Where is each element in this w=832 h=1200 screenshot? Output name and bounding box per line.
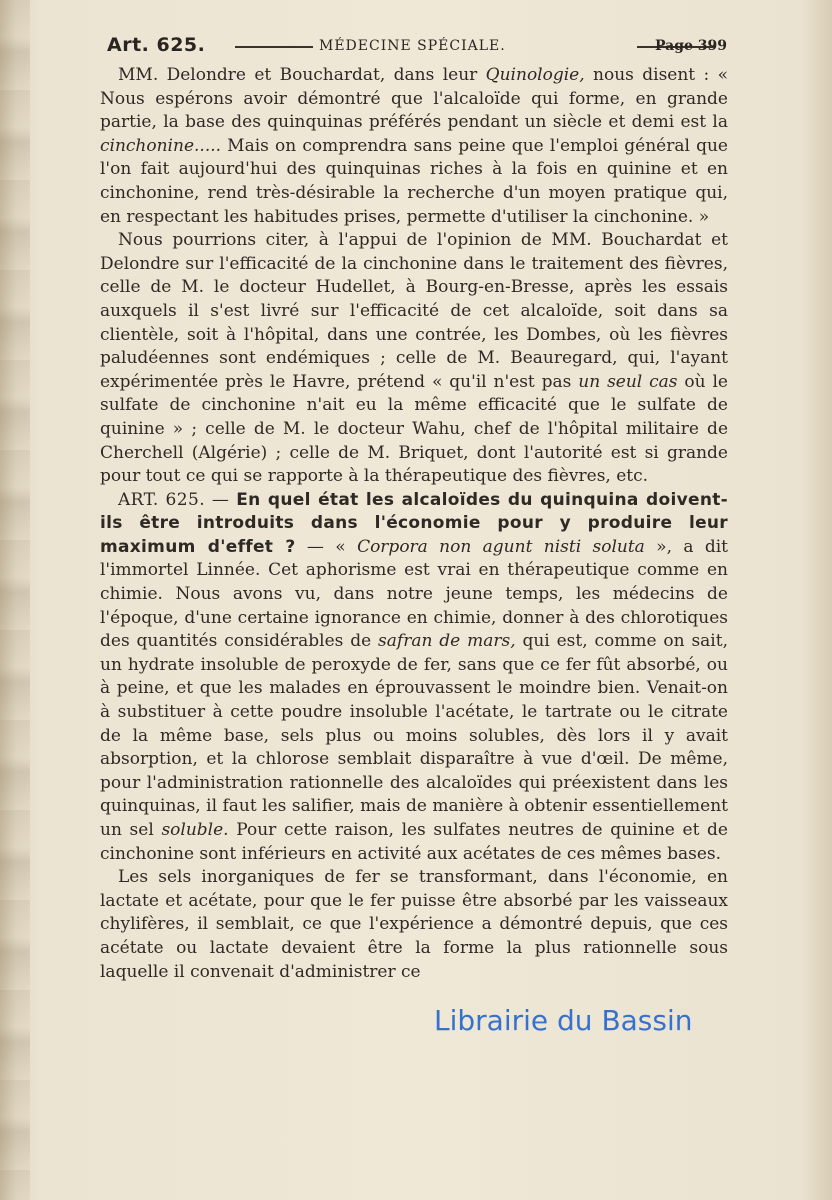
header-section-title: MÉDECINE SPÉCIALE.	[319, 38, 506, 54]
paragraph-3	[100, 489, 728, 867]
p1-italic-2: cinchonine.....	[100, 135, 222, 156]
paragraph-4	[100, 866, 728, 984]
header-page-number: Page 399	[654, 38, 727, 54]
p1-text-2: nous disent : « Nous espérons avoir démontré que l'alcaloïde qui forme, en grande partie, la base des quinquinas préférés pendant un siècle et demi est la	[100, 65, 729, 133]
page-binding-edge	[0, 0, 30, 1200]
p1-text-3: Mais on comprendra sans peine que l'emploi général que l'on fait aujourd'hui des quinquinas riches à la fois en quinine et en cinchonine, rend très-désirable la recherche d'un moyen pratique qui, en respectant les habitudes prises, permette d'utiliser la cinchonine. »	[100, 135, 728, 227]
p4-text-1: Les sels inorganiques de fer se transformant, dans l'économie, en lactate et acétate, pour que le fer puisse être absorbé par les vaisseaux chylifères, il semblait, ce que l'expérience a démontré depuis, que ces acétate ou lactate devaient être la forme la plus rationnelle sous laquelle il convenait d'administrer ce	[100, 867, 728, 982]
p3-italic-2: safran de mars,	[378, 631, 516, 652]
page-header	[107, 34, 727, 60]
paragraph-1	[100, 64, 728, 229]
p3-italic-1: Corpora non agunt nisti soluta	[357, 536, 645, 557]
p3-text-1: — «	[295, 536, 358, 557]
p3-italic-3: soluble.	[161, 820, 229, 840]
p3-article-title: En quel état les alcaloïdes du quinquina doivent-ils être introduits dans l'économie pour y produire leur maximum d'effet ?	[100, 489, 728, 557]
p3-text-4: Pour cette raison, les sulfates neutres de quinine et de cinchonine sont inférieurs en activité aux acétates de ces mêmes bases.	[100, 820, 728, 864]
paragraph-2	[100, 229, 728, 489]
p3-text-2: », a dit l'immortel Linnée. Cet aphorisme est vrai en thérapeutique comme en chimie. Nous avons vu, dans notre jeune temps, les médecins de l'époque, d'une certaine ignorance en chimie, donner à des chlorotiques des quantités considérables de	[100, 536, 728, 652]
p1-italic-1: Quinologie,	[485, 65, 585, 85]
watermark-text: Librairie du Bassin	[434, 1004, 693, 1037]
p2-italic-1: un seul cas	[578, 371, 678, 392]
p2-text-1: Nous pourrions citer, à l'appui de l'opinion de MM. Bouchardat et Delondre sur l'efficacité de la cinchonine dans le traitement des fièvres, celle de M. le docteur Hudellet, à Bourg-en-Bresse, après les essais auxquels il s'est livré sur l'efficacité de cet alcaloïde, soit dans sa clientèle, soit à l'hôpital, dans une contrée, les Dombes, où les fièvres paludéennes sont endémiques ; celle de M. Beauregard, qui, l'ayant expérimentée près le Havre, prétend « qu'il n'est pas	[100, 230, 728, 392]
header-article-number: Art. 625.	[107, 34, 206, 56]
p2-text-2: où le sulfate de cinchonine n'ait eu la même efficacité que le sulfate de quinine » ; celle de M. le docteur Wahu, chef de l'hôpital militaire de Cherchell (Algérie) ; celle de M. Briquet, dont l'autorité est si grande pour tout ce qui se rapporte à la thérapeutique des fièvres, etc.	[100, 371, 728, 487]
p3-text-3: qui est, comme on sait, un hydrate insoluble de peroxyde de fer, sans que ce fer fût absorbé, ou à peine, et que les malades en éprouvassent le moindre bien. Venait-on à substituer à cette poudre insoluble l'acétate, le tartrate ou le citrate de la même base, sels plus ou moins solubles, dès lors il y avait absorption, et la chlorose semblait disparaître à vue d'œil. De même, pour l'administration rationnelle des alcaloïdes qui préexistent dans les quinquinas, il faut les salifier, mais de manière à obtenir essentiellement un sel	[100, 631, 728, 840]
p1-text-1: MM. Delondre et Bouchardat, dans leur	[118, 65, 486, 85]
header-rule-left	[235, 46, 313, 48]
p3-article-label: ART. 625. —	[118, 489, 237, 510]
body-text	[100, 64, 728, 984]
